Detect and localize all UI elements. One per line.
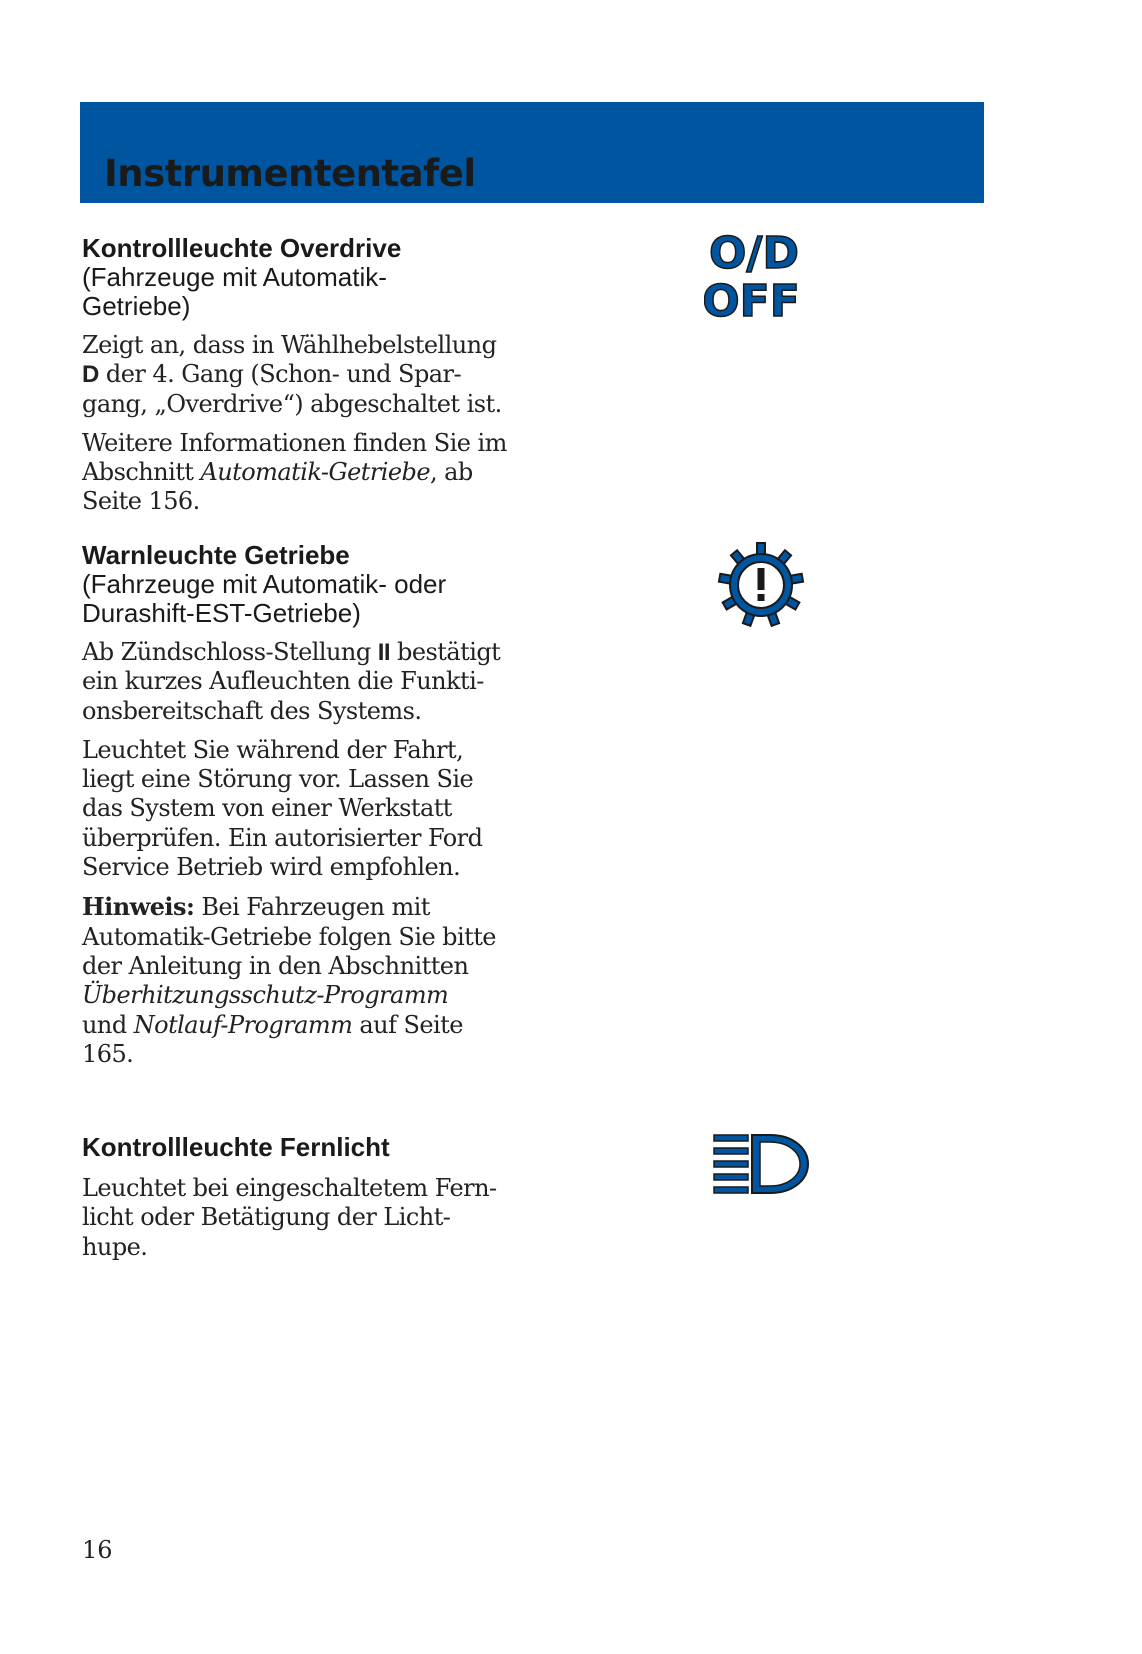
paragraph xyxy=(82,736,522,882)
section-subtitle-line: Durashift-EST-Getriebe) xyxy=(82,598,361,628)
section-subtitle-line: (Fahrzeuge mit Automatik- oder xyxy=(82,569,447,599)
text-line: Leuchtet Sie während der Fahrt, xyxy=(82,735,464,764)
text-line: Abschnitt xyxy=(82,458,201,487)
section-transmission-warning xyxy=(82,541,522,1069)
cross-reference: Automatik-Getriebe xyxy=(200,458,431,487)
icon-text-bottom: OFF xyxy=(704,276,800,322)
text-line: licht oder Betätigung der Licht- xyxy=(82,1203,451,1232)
text-line: der Anleitung in den Abschnitten xyxy=(82,951,469,980)
section-subtitle-line: (Fahrzeuge mit Automatik- xyxy=(82,262,387,292)
text-line: bestätigt xyxy=(389,638,501,666)
transmission-warning-icon xyxy=(716,540,806,630)
section-title: Kontrollleuchte Overdrive xyxy=(82,233,402,263)
hint-label: Hinweis: xyxy=(82,892,195,922)
text-line: Service Betrieb wird empfohlen. xyxy=(82,853,461,882)
text-line: gang, „Overdrive“) abgeschaltet ist. xyxy=(82,389,502,418)
text-line: Automatik-Getriebe folgen Sie bitte xyxy=(82,922,496,951)
text-line: auf Seite xyxy=(352,1010,463,1039)
section-subtitle-line: Getriebe) xyxy=(82,291,191,321)
paragraph xyxy=(82,331,522,419)
hint-paragraph xyxy=(82,892,522,1069)
section-title: Kontrollleuchte Fernlicht xyxy=(82,1132,390,1162)
text-line: Leuchtet bei eingeschaltetem Fern- xyxy=(82,1174,497,1202)
text-line: ein kurzes Aufleuchten die Funkti- xyxy=(82,667,484,696)
paragraph xyxy=(82,429,522,517)
text-line: und xyxy=(82,1010,134,1039)
gear-position-label: D xyxy=(82,361,99,389)
text-line: hupe. xyxy=(82,1232,148,1261)
section-overdrive xyxy=(82,234,522,517)
cross-reference: Überhitzungsschutz-Programm xyxy=(82,981,449,1010)
text-line: Weitere Informationen finden Sie im xyxy=(82,428,507,457)
text-line: liegt eine Störung vor. Lassen Sie xyxy=(82,765,474,794)
overdrive-off-icon xyxy=(704,226,804,322)
cross-reference: Notlauf-Programm xyxy=(133,1010,353,1039)
text-line: 165. xyxy=(82,1039,134,1068)
high-beam-icon xyxy=(712,1131,812,1201)
text-line: Zeigt an, dass in Wählhebelstellung xyxy=(82,331,497,359)
text-line: , ab xyxy=(430,458,473,487)
ignition-position-label: II xyxy=(377,639,390,666)
text-line: überprüfen. Ein autorisierter Ford xyxy=(82,823,483,852)
section-high-beam xyxy=(82,1133,522,1262)
paragraph xyxy=(82,638,522,726)
text-line: Seite 156. xyxy=(82,487,200,516)
section-title: Warnleuchte Getriebe xyxy=(82,540,350,570)
page-number: 16 xyxy=(82,1536,113,1564)
page-title: Instrumententafel xyxy=(104,152,476,195)
text-line: das System von einer Werkstatt xyxy=(82,794,452,823)
text-line: Bei Fahrzeugen mit xyxy=(194,893,430,922)
text-line: Ab Zündschloss-Stellung xyxy=(82,638,378,666)
icon-text-top: O/D xyxy=(709,228,799,279)
text-line: onsbereitschaft des Systems. xyxy=(82,696,422,725)
paragraph xyxy=(82,1174,522,1262)
header-band xyxy=(80,102,984,203)
text-line: der 4. Gang (Schon- und Spar- xyxy=(98,360,462,389)
